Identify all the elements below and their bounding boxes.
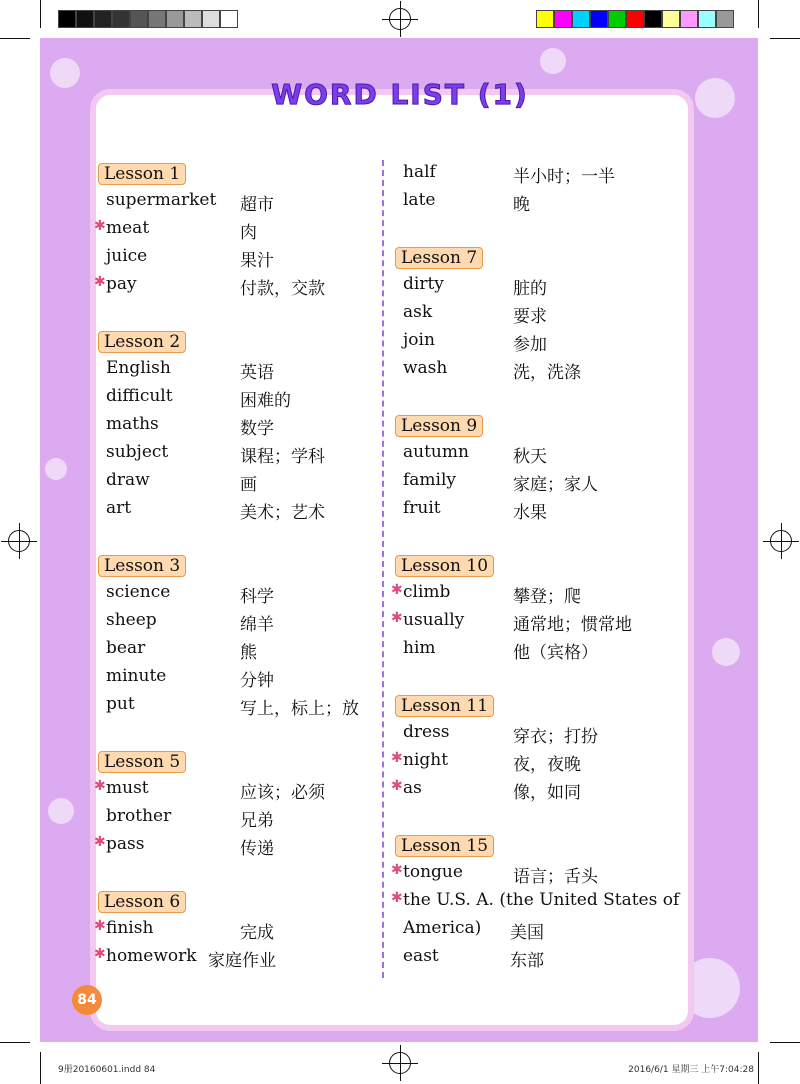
word-entry [94,776,378,804]
english-word: subject [106,442,169,462]
chinese-meaning: 应该；必须 [240,783,325,803]
chinese-meaning: 画 [240,475,257,495]
chinese-meaning: 像，如同 [513,783,581,803]
english-word: pass [106,834,145,854]
spacer [395,804,675,832]
english-word: ask [403,302,433,322]
word-entry [98,244,378,272]
crop-mark [758,1052,759,1084]
word-entry [98,804,378,832]
word-entry [395,496,675,524]
page-number: 84 [72,985,102,1015]
word-entry [395,944,675,972]
chinese-meaning: 水果 [513,503,547,523]
english-word: meat [106,218,150,238]
spacer [98,300,378,328]
english-word: maths [106,414,159,434]
lesson-heading [395,832,675,860]
lesson-heading [395,412,675,440]
lesson-label: Lesson 10 [395,555,494,577]
lesson-label: Lesson 6 [98,891,186,913]
footer-file-info: 9册20160601.indd 84 [58,1065,156,1075]
english-word: supermarket [106,190,217,210]
english-word: minute [106,666,167,686]
english-word: homework [106,946,197,966]
asterisk-icon: ✱ [391,610,403,626]
registration-mark [389,1052,411,1074]
english-word: the U.S. A. (the United States of [403,890,680,910]
word-entry [94,216,378,244]
crop-mark [0,38,30,39]
asterisk-icon: ✱ [391,778,403,794]
english-word: east [403,946,439,966]
word-entry [395,440,675,468]
registration-mark [389,8,411,30]
english-word: finish [106,918,154,938]
word-entry [395,328,675,356]
word-entry [391,860,675,888]
word-entry [395,188,675,216]
chinese-meaning: 秋天 [513,447,547,467]
english-word: science [106,582,171,602]
bubble-decoration [540,48,566,74]
lesson-heading [395,692,675,720]
asterisk-icon: ✱ [391,890,403,906]
english-word: America) [403,918,482,938]
word-entry [98,496,378,524]
column-divider [382,160,384,978]
word-entry [98,384,378,412]
asterisk-icon: ✱ [94,834,106,850]
word-entry [98,608,378,636]
chinese-meaning: 课程；学科 [240,447,325,467]
word-entry [98,188,378,216]
chinese-meaning: 肉 [240,223,257,243]
word-entry [395,300,675,328]
word-entry [98,412,378,440]
asterisk-icon: ✱ [94,274,106,290]
chinese-meaning: 晚 [513,195,530,215]
english-word: late [403,190,436,210]
english-word: him [403,638,436,658]
word-entry [94,916,378,944]
chinese-meaning: 要求 [513,307,547,327]
chinese-meaning: 困难的 [240,391,291,411]
chinese-meaning: 付款，交款 [240,279,325,299]
english-word: must [106,778,149,798]
color-bar [536,10,734,28]
english-word: dress [403,722,450,742]
english-word: autumn [403,442,469,462]
spacer [395,524,675,552]
word-entry [391,580,675,608]
crop-mark [40,0,41,28]
chinese-meaning: 夜，夜晚 [513,755,581,775]
chinese-meaning: 熊 [240,643,257,663]
chinese-meaning: 他（宾格） [513,643,598,663]
lesson-label: Lesson 15 [395,835,494,857]
asterisk-icon: ✱ [94,778,106,794]
asterisk-icon: ✱ [391,862,403,878]
lesson-label: Lesson 5 [98,751,186,773]
chinese-meaning: 科学 [240,587,274,607]
bubble-decoration [48,798,74,824]
spacer [395,664,675,692]
chinese-meaning: 攀登；爬 [513,587,581,607]
word-entry [94,832,378,860]
chinese-meaning: 穿衣；打扮 [513,727,598,747]
lesson-heading [98,328,378,356]
word-entry [98,580,378,608]
chinese-meaning: 半小时；一半 [513,167,615,187]
word-entry [98,692,378,720]
word-entry [395,160,675,188]
left-word-column [94,160,378,972]
spacer [98,524,378,552]
crop-mark [0,1042,30,1043]
lesson-label: Lesson 9 [395,415,483,437]
chinese-meaning: 美术；艺术 [240,503,325,523]
chinese-meaning: 美国 [510,923,544,943]
word-entry [98,440,378,468]
lesson-heading [98,888,378,916]
right-word-column [391,160,680,972]
page-title: WORD LIST (1) [271,78,529,111]
chinese-meaning: 参加 [513,335,547,355]
english-word: usually [403,610,465,630]
chinese-meaning: 完成 [240,923,274,943]
english-word: draw [106,470,150,490]
english-word: art [106,498,132,518]
word-entry [98,356,378,384]
english-word: juice [106,246,148,266]
registration-mark [770,530,792,552]
word-entry [395,916,675,944]
chinese-meaning: 脏的 [513,279,547,299]
word-entry [395,720,675,748]
asterisk-icon: ✱ [94,946,106,962]
spacer [98,720,378,748]
english-word: brother [106,806,172,826]
bubble-decoration [680,958,740,1018]
word-entry [391,888,680,916]
bubble-decoration [712,638,740,666]
lesson-heading [98,160,378,188]
chinese-meaning: 洗，洗涤 [513,363,581,383]
lesson-label: Lesson 2 [98,331,186,353]
english-word: half [403,162,436,182]
lesson-heading [395,552,675,580]
spacer [395,216,675,244]
english-word: night [403,750,449,770]
chinese-meaning: 通常地；惯常地 [513,615,632,635]
word-entry [98,468,378,496]
word-entry [391,748,675,776]
lesson-heading [395,244,675,272]
chinese-meaning: 写上，标上；放 [240,699,359,719]
word-entry [94,944,378,972]
english-word: sheep [106,610,157,630]
english-word: as [403,778,422,798]
chinese-meaning: 家庭作业 [208,951,276,971]
word-entry [98,636,378,664]
word-entry [391,776,675,804]
english-word: pay [106,274,137,294]
crop-mark [770,38,800,39]
word-entry [395,356,675,384]
asterisk-icon: ✱ [391,582,403,598]
chinese-meaning: 超市 [240,195,274,215]
english-word: wash [403,358,448,378]
crop-mark [770,1042,800,1043]
english-word: tongue [403,862,463,882]
lesson-label: Lesson 7 [395,247,483,269]
chinese-meaning: 绵羊 [240,615,274,635]
lesson-label: Lesson 1 [98,163,186,185]
word-entry [395,468,675,496]
chinese-meaning: 果汁 [240,251,274,271]
spacer [395,384,675,412]
grayscale-bar [58,10,238,28]
english-word: English [106,358,171,378]
lesson-label: Lesson 3 [98,555,186,577]
chinese-meaning: 语言；舌头 [513,867,598,887]
chinese-meaning: 东部 [510,951,544,971]
spacer [98,860,378,888]
chinese-meaning: 家庭；家人 [513,475,598,495]
registration-mark [8,530,30,552]
lesson-label: Lesson 11 [395,695,494,717]
english-word: climb [403,582,451,602]
english-word: put [106,694,135,714]
english-word: dirty [403,274,444,294]
footer-timestamp: 2016/6/1 星期三 上午7:04:28 [628,1065,754,1075]
chinese-meaning: 兄弟 [240,811,274,831]
asterisk-icon: ✱ [391,750,403,766]
word-entry [391,608,675,636]
english-word: family [403,470,457,490]
chinese-meaning: 分钟 [240,671,274,691]
crop-mark [40,1052,41,1084]
bubble-decoration [45,458,67,480]
word-entry [98,664,378,692]
english-word: join [403,330,435,350]
asterisk-icon: ✱ [94,918,106,934]
crop-mark [758,0,759,28]
chinese-meaning: 传递 [240,839,274,859]
english-word: bear [106,638,146,658]
asterisk-icon: ✱ [94,218,106,234]
word-entry [395,636,675,664]
lesson-heading [98,748,378,776]
chinese-meaning: 英语 [240,363,274,383]
chinese-meaning: 数学 [240,419,274,439]
lesson-heading [98,552,378,580]
english-word: difficult [106,386,173,406]
word-entry [395,272,675,300]
word-entry [94,272,378,300]
english-word: fruit [403,498,441,518]
